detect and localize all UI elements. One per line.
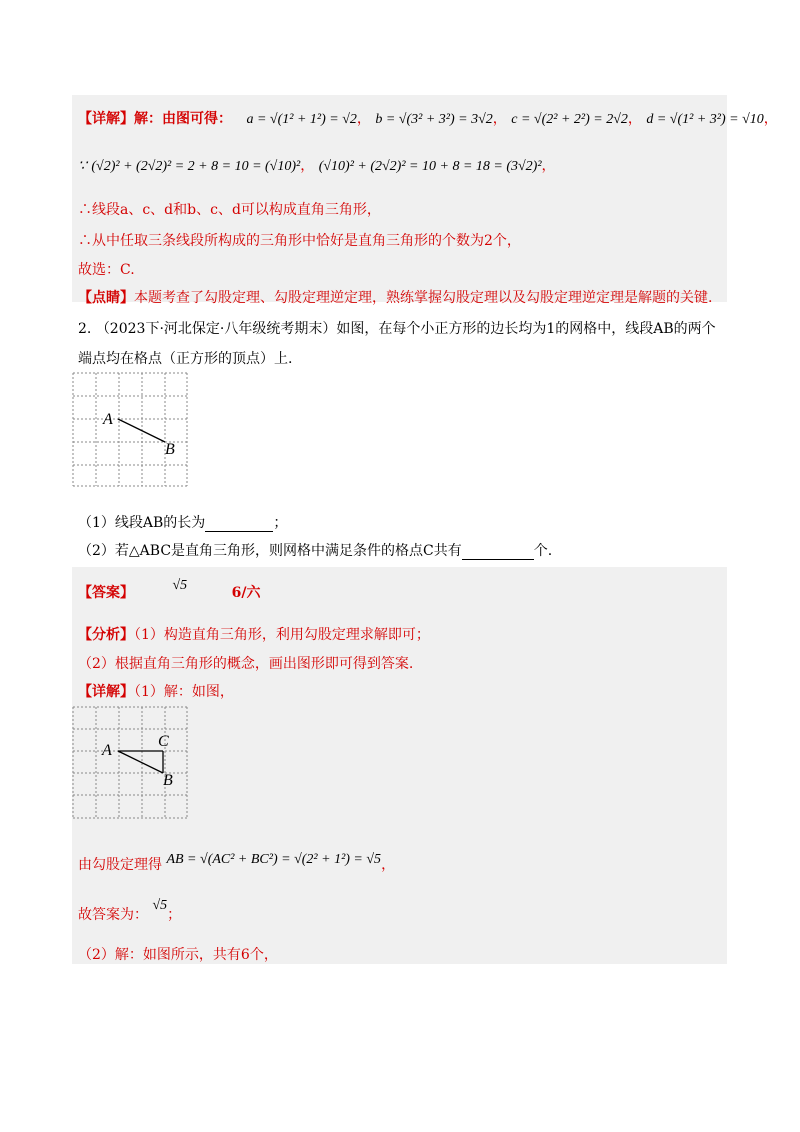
final-suffix: ；: [167, 907, 182, 923]
part-2-suffix: 个.: [533, 543, 553, 559]
equation-sum-1: (√2)² + (2√2)² = 2 + 8 = 10 = (√10)²: [91, 159, 301, 174]
point-a-label-2: A: [102, 742, 112, 759]
part-1-suffix: ；: [273, 515, 288, 531]
point-a-label: A: [103, 411, 113, 428]
pythagoras-line: [78, 854, 395, 874]
detail-2-line-2: （2）解：如图所示，共有6个，: [78, 947, 278, 963]
comment-line: [78, 287, 712, 307]
pythagoras-suffix: ，: [381, 857, 396, 873]
answer-label: 【答案】: [78, 585, 134, 601]
final-value: √5: [152, 898, 168, 913]
analysis-label: 【分析】: [78, 627, 134, 643]
answer-line: [78, 578, 261, 602]
part-2-blank: [462, 545, 534, 560]
detail-2-text-1: （1）解：如图，: [134, 684, 234, 700]
detail-2-line-1: [78, 681, 234, 701]
analysis-line-2: （2）根据直角三角形的概念，画出图形即可得到答案.: [78, 656, 414, 672]
part-1-blank: [205, 517, 273, 532]
segment-ab-2: [118, 751, 163, 773]
part-2-text: （2）若△ABC是直角三角形，则网格中满足条件的格点C共有: [78, 543, 462, 559]
part-1-text: （1）线段AB的长为: [78, 515, 206, 531]
grid-figure-1: [72, 372, 190, 488]
point-b-label: B: [165, 441, 175, 458]
pythagoras-equation: AB = √(AC² + BC²) = √(2² + 1²) = √5: [166, 852, 382, 867]
question-2-line-1: [78, 318, 716, 338]
pythagoras-prefix: 由勾股定理得: [78, 857, 162, 873]
detail-label: 【详解】: [78, 111, 134, 127]
comment-text: 本题考查了勾股定理、勾股定理逆定理，熟练掌握勾股定理以及勾股定理逆定理是解题的关键.: [134, 290, 713, 306]
answer-1: √5: [172, 578, 188, 593]
point-b-label-2: B: [163, 772, 173, 789]
equation-c: c = √(2² + 2²) = 2√2: [511, 112, 628, 127]
equation-sum-2: (√10)² + (2√2)² = 10 + 8 = 18 = (3√2)²: [318, 159, 542, 174]
detail-line-2: ∵ (√2)² + (2√2)² = 2 + 8 = 10 = (√10)²， (√10)² + (2√2)² = 10 + 8 = 18 = (3√2)²，: [78, 158, 556, 174]
detail-lead: 解：由图可得：: [134, 111, 232, 127]
equation-b: b = √(3² + 3²) = 3√2: [375, 112, 493, 127]
point-c-label: C: [158, 733, 169, 750]
detail-line-4: ∴从中任取三条线段所构成的三角形中恰好是直角三角形的个数为2个，: [78, 233, 521, 249]
equation-d: d = √(1² + 3²) = √10: [646, 112, 764, 127]
final-prefix: 故答案为：: [78, 907, 148, 923]
because-symbol: ∵: [78, 159, 87, 174]
detail-line-3: ∴线段a、c、d和b、c、d可以构成直角三角形，: [78, 202, 381, 218]
analysis-text-1: （1）构造直角三角形，利用勾股定理求解即可；: [134, 627, 430, 643]
detail-2-label: 【详解】: [78, 684, 134, 700]
question-number: 2.: [78, 321, 92, 337]
detail-line-1: 【详解】解：由图可得： a = √(1² + 1²) = √2， b = √(3² + 3²) = 3√2， c = √(2² + 2²) = 2√2， d = √(1² + 3²) = √10，: [78, 111, 778, 127]
grid-figure-2: [72, 706, 190, 820]
final-answer-line: [78, 898, 182, 924]
equation-a: a = √(1² + 1²) = √2: [246, 112, 357, 127]
part-1-line: [78, 512, 287, 532]
answer-2: 6/六: [231, 585, 261, 601]
question-source: （2023下·河北保定·八年级统考期末）: [95, 321, 337, 337]
detail-line-5: 故选：C.: [78, 262, 135, 278]
question-2-line-2: 端点均在格点（正方形的顶点）上.: [78, 351, 293, 367]
comment-label: 【点睛】: [78, 290, 134, 306]
question-text-1: 如图，在每个小正方形的边长均为1的网格中，线段AB的两个: [336, 321, 716, 337]
analysis-line-1: [78, 624, 430, 644]
part-2-line: [78, 540, 552, 560]
